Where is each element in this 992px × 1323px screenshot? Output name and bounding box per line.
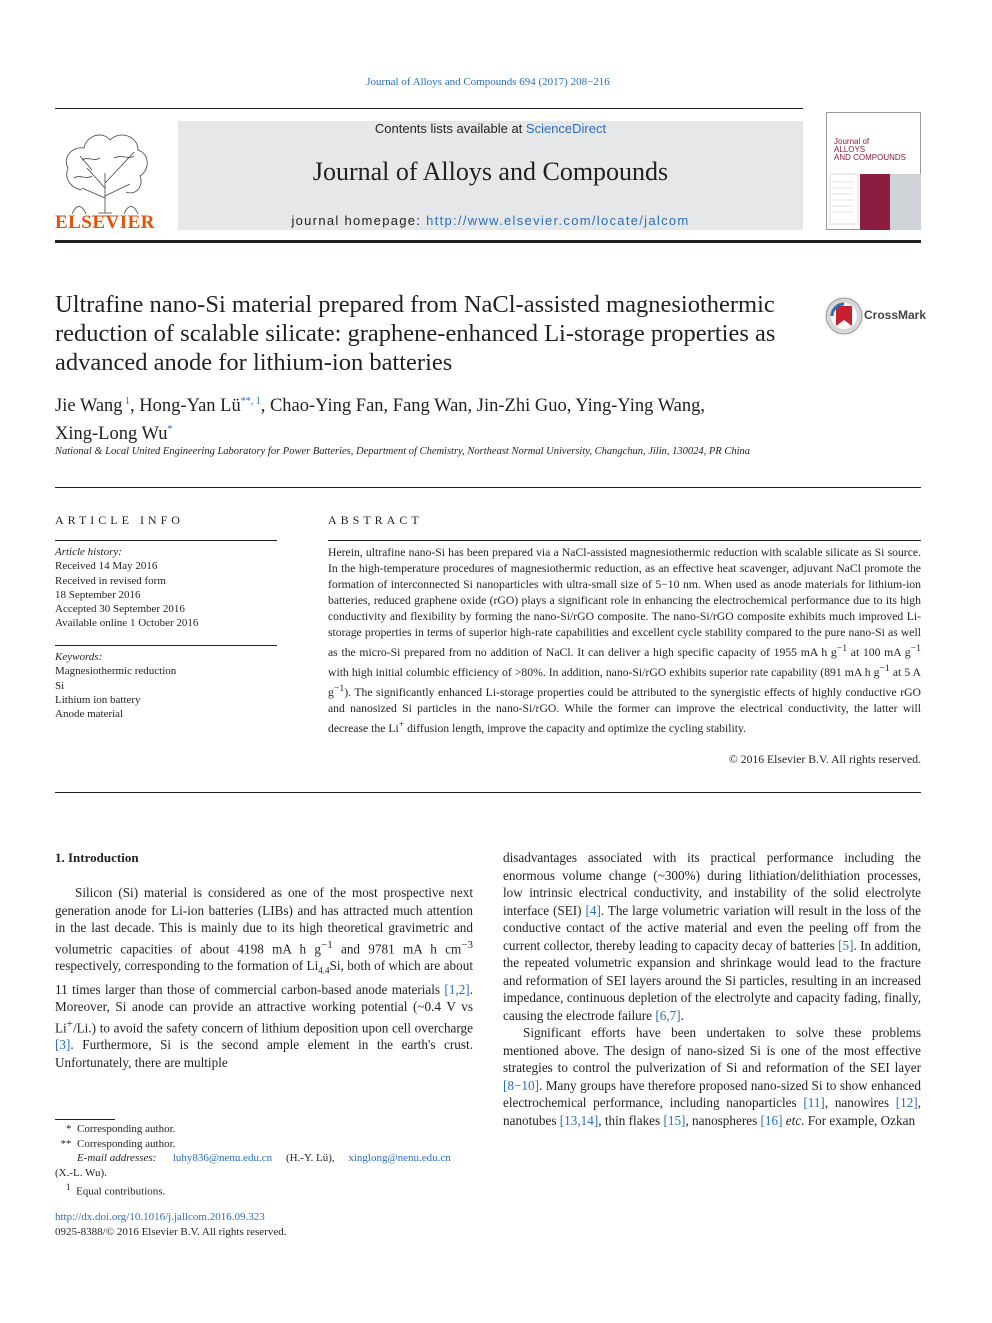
abstract-copyright: © 2016 Elsevier B.V. All rights reserved. <box>728 753 921 766</box>
citation-link[interactable]: [1,2] <box>444 981 470 997</box>
text-segment: . In addition, the repeated volumetric expansion and shrinkage would lead to the fracture and reformation of SEI layers around the Si particles, resulting in an increased impedance, continuous depletion of the electrolyte and capacity fading, finally, causing the electrode failure <box>503 937 921 1023</box>
superscript: −3 <box>461 938 473 951</box>
history-revised: Received in revised form <box>55 574 166 587</box>
article-info-rule <box>55 540 277 541</box>
author-separator: , <box>260 396 270 417</box>
superscript: −1 <box>910 643 921 654</box>
history-revised-date: 18 September 2016 <box>55 588 141 601</box>
citation-link[interactable]: [12] <box>895 1095 918 1110</box>
author-name[interactable]: Ying-Ying Wang <box>575 396 701 417</box>
journal-name: Journal of Alloys and Compounds <box>312 157 669 186</box>
citation-link[interactable]: [15] <box>663 1112 686 1128</box>
footnote-corresponding <box>55 1122 473 1137</box>
homepage-line <box>178 213 803 228</box>
footnote-emails <box>55 1151 473 1180</box>
crossmark-badge[interactable] <box>824 296 927 336</box>
issn-copyright: 0925-8388/© 2016 Elsevier B.V. All rights reserved. <box>55 1226 287 1238</box>
contents-prefix: Contents lists available at <box>374 121 526 136</box>
text-segment: /Li.) to avoid the safety concern of lithium deposition upon cell overcharge <box>72 1019 473 1035</box>
crossmark-icon <box>824 296 864 336</box>
citation-link[interactable]: [4] <box>585 902 601 918</box>
text-segment: . Many groups have therefore proposed nano-sized Si to show enhanced electrochemical performance, including nanoparticles <box>503 1077 921 1110</box>
text-segment: . For example, Ozkan <box>801 1112 916 1128</box>
paragraph <box>503 849 921 1024</box>
author-name[interactable]: Jie Wang <box>55 396 123 417</box>
footnote-corresponding <box>55 1137 473 1152</box>
body-column-right <box>503 849 921 1129</box>
superscript: −1 <box>879 662 890 674</box>
text-segment: Silicon (Si) material is considered as one of the most prospective next generation anode for Li-ion batteries (LIBs) and has attracted much attention in the last decade. This is mainly due to its high theoretical gravimetric and volumetric capacities of about 4198 mA h g <box>55 885 473 956</box>
author-name[interactable]: Chao-Ying Fan <box>269 396 384 417</box>
text-segment: etc <box>785 1112 802 1128</box>
author-name[interactable]: Fang Wan <box>392 396 468 417</box>
citation-link[interactable]: [13,14] <box>559 1112 599 1128</box>
header-rule <box>55 240 921 243</box>
cover-title-text: Journal of ALLOYS AND COMPOUNDS <box>834 137 907 162</box>
superscript: −1 <box>333 682 345 694</box>
subscript: 4.4 <box>318 966 330 977</box>
footnote-rule <box>55 1119 115 1120</box>
footnote-text: Corresponding author. <box>77 1123 176 1135</box>
abstract-segment: with high initial columbic efficiency of >80%. In addition, nano-Si/rGO exhibits superior rate capability (891 mA h g <box>328 665 880 679</box>
footnote-mark: * <box>66 1123 72 1135</box>
footnotes <box>55 1122 473 1199</box>
superscript: −1 <box>836 643 848 654</box>
author-affiliation-mark[interactable]: 1 <box>122 396 131 407</box>
author-list <box>55 390 815 446</box>
keyword: Magnesiothermic reduction <box>55 665 177 678</box>
citation-link[interactable]: [8−10] <box>503 1077 540 1093</box>
citation-link[interactable]: [11] <box>803 1095 825 1110</box>
superscript: + <box>66 1017 73 1030</box>
citation-link[interactable]: [3] <box>55 1037 71 1053</box>
journal-reference-link[interactable]: Journal of Alloys and Compounds 694 (2017) 208−216 <box>366 76 610 88</box>
text-segment: Si, both of which are about 11 times larger than those of commercial carbon-based anode materials <box>55 958 473 997</box>
text-segment: disadvantages associated with its practical performance including the enormous volume change (~300%) during lithiation/delithiation processes, low intrinsic electrical conductivity, and instability of the solid electrolyte interface (SEI) <box>503 850 921 918</box>
introduction-heading: 1. Introduction <box>55 850 139 865</box>
citation-link[interactable]: [16] <box>760 1112 783 1128</box>
text-segment: , nanowires <box>824 1095 896 1110</box>
doi-link[interactable]: http://dx.doi.org/10.1016/j.jallcom.2016.09.323 <box>55 1211 265 1223</box>
email-link[interactable]: luhy836@nenu.edu.cn <box>172 1152 273 1164</box>
abstract-segment: Herein, ultrafine nano-Si has been prepared via a NaCl-assisted magnesiothermic reduction with scalable silicate as Si source. In the high-temperature procedures of magnesiothermic reduction, as an effective heat scavenger, adjuvant NaCl promote the formation of interconnected Si nanoparticles with ultra-small size of 5−10 nm. When used as anode materials for lithium-ion batteries, reduced graphene oxide (rGO) plays a significant role in enhancing the electrochemical performance due to its high conductivity and flexibility by forming the nano-Si/rGO composite. The nano-Si/rGO composite exhibits much improved Li-storage properties in terms of superior high-rate capabilities and excellent cycle stability compared to the pure nano-Si as well as the micro-Si prepared from no addition of NaCl. It can deliver a high specific capacity of 1955 mA h g <box>328 546 921 659</box>
contents-line <box>178 121 803 136</box>
abstract-heading: ABSTRACT <box>328 513 423 527</box>
email-link[interactable]: xinglong@nenu.edu.cn <box>348 1152 451 1164</box>
top-rule <box>55 108 803 109</box>
footnote-mark: 1 <box>66 1182 71 1192</box>
footnote-text: Corresponding author. <box>77 1137 176 1150</box>
keyword: Si <box>55 679 65 692</box>
abstract-text <box>328 545 921 737</box>
superscript: + <box>398 718 405 730</box>
affiliation: National & Local United Engineering Laboratory for Power Batteries, Department of Chemistry, Northeast Normal University, Changchun, Jilin, 130024, PR China <box>55 446 751 457</box>
text-segment: . The large volumetric variation will result in the loss of the conductive contact of the active material and even the peeling off from the current collector, thereby leading to capacity decay of batteries <box>503 902 921 953</box>
history-label: Article history: <box>55 546 122 558</box>
author-name[interactable]: Xing-Long Wu <box>55 424 168 445</box>
history-online: Available online 1 October 2016 <box>55 617 199 630</box>
author-name[interactable]: Jin-Zhi Guo <box>476 396 567 417</box>
abstract-end-rule <box>55 792 921 793</box>
keywords-rule <box>55 645 277 646</box>
article-title: Ultrafine nano-Si material prepared from NaCl-assisted magnesiothermic reduction of scalable silicate: graphene-enhanced Li-storage properties as advanced anode for lithium-ion batteries <box>55 291 776 376</box>
elsevier-logo-text: ELSEVIER <box>54 212 156 233</box>
paragraph <box>503 1024 921 1129</box>
citation-link[interactable]: [5] <box>838 937 854 953</box>
text-segment: , nanotubes <box>503 1095 921 1128</box>
footnote-mark: ** <box>60 1137 72 1150</box>
abstract-segment: ). The significantly enhanced Li-storage properties could be attributed to the synergistic effects of highly conductive rGO and nanosized Si particles in the nano-Si/rGO. While the former can improve the electrical conductivity, the latter will decrease the Li <box>328 685 921 735</box>
abstract-segment: diffusion length, improve the capacity and optimize the cycling stability. <box>404 721 747 735</box>
author-affiliation-mark[interactable]: **, 1 <box>240 396 261 407</box>
article-info-heading: ARTICLE INFO <box>55 513 184 527</box>
author-separator: , <box>566 396 576 417</box>
history-accepted: Accepted 30 September 2016 <box>55 603 185 616</box>
text-segment: Significant efforts have been undertaken to solve these problems mentioned above. The design of nano-sized Si is one of the most effective strategies to control the pulverization of Si and reformation of the SEI layer <box>503 1025 921 1075</box>
text-segment: , nanospheres <box>685 1112 761 1128</box>
keywords-label: Keywords: <box>55 651 103 663</box>
keyword: Anode material <box>55 708 124 721</box>
history-received: Received 14 May 2016 <box>55 560 158 573</box>
text-segment: and 9781 mA h cm <box>332 940 462 956</box>
body-column-left <box>55 884 473 1071</box>
text-segment: . <box>680 1007 684 1023</box>
citation-link[interactable]: [6,7] <box>655 1007 681 1023</box>
homepage-prefix: journal homepage: <box>291 213 427 228</box>
article-history <box>55 545 277 631</box>
author-affiliation-mark[interactable]: * <box>167 424 173 436</box>
author-separator: , <box>383 396 393 417</box>
abstract-segment: at 100 mA g <box>847 645 911 659</box>
footnote-equal-contribution <box>55 1180 473 1199</box>
affiliation-rule <box>55 487 921 488</box>
text-segment: . Furthermore, Si is the second ample element in the earth's crust. Unfortunately, there are multiple <box>55 1037 473 1070</box>
text-segment: respectively, corresponding to the formation of Li <box>55 958 319 974</box>
author-separator: , <box>700 396 706 417</box>
author-name[interactable]: Hong-Yan Lü <box>139 396 241 417</box>
abstract-segment: at 5 A g <box>328 665 921 699</box>
text-segment: . Moreover, Si anode can provide an attractive working potential (~0.4 V vs Li <box>55 981 473 1035</box>
sciencedirect-link[interactable]: ScienceDirect <box>525 121 607 136</box>
paragraph <box>55 884 473 1071</box>
abstract-rule <box>328 540 921 541</box>
journal-cover-thumbnail-icon[interactable] <box>826 112 921 230</box>
email-label: E-mail addresses: <box>77 1152 157 1164</box>
footnote-text: Equal contributions. <box>76 1185 166 1198</box>
email-owner: (X.-L. Wu). <box>55 1166 107 1179</box>
author-separator: , <box>130 396 140 417</box>
superscript: −1 <box>320 938 333 951</box>
homepage-link[interactable]: http://www.elsevier.com/locate/jalcom <box>426 213 690 228</box>
keywords <box>55 650 277 721</box>
text-segment: , thin flakes <box>598 1112 664 1128</box>
email-owner: (H.-Y. Lü), <box>285 1152 335 1164</box>
author-separator: , <box>467 396 477 417</box>
keyword: Lithium ion battery <box>55 693 141 706</box>
crossmark-label: CrossMark <box>864 308 927 322</box>
